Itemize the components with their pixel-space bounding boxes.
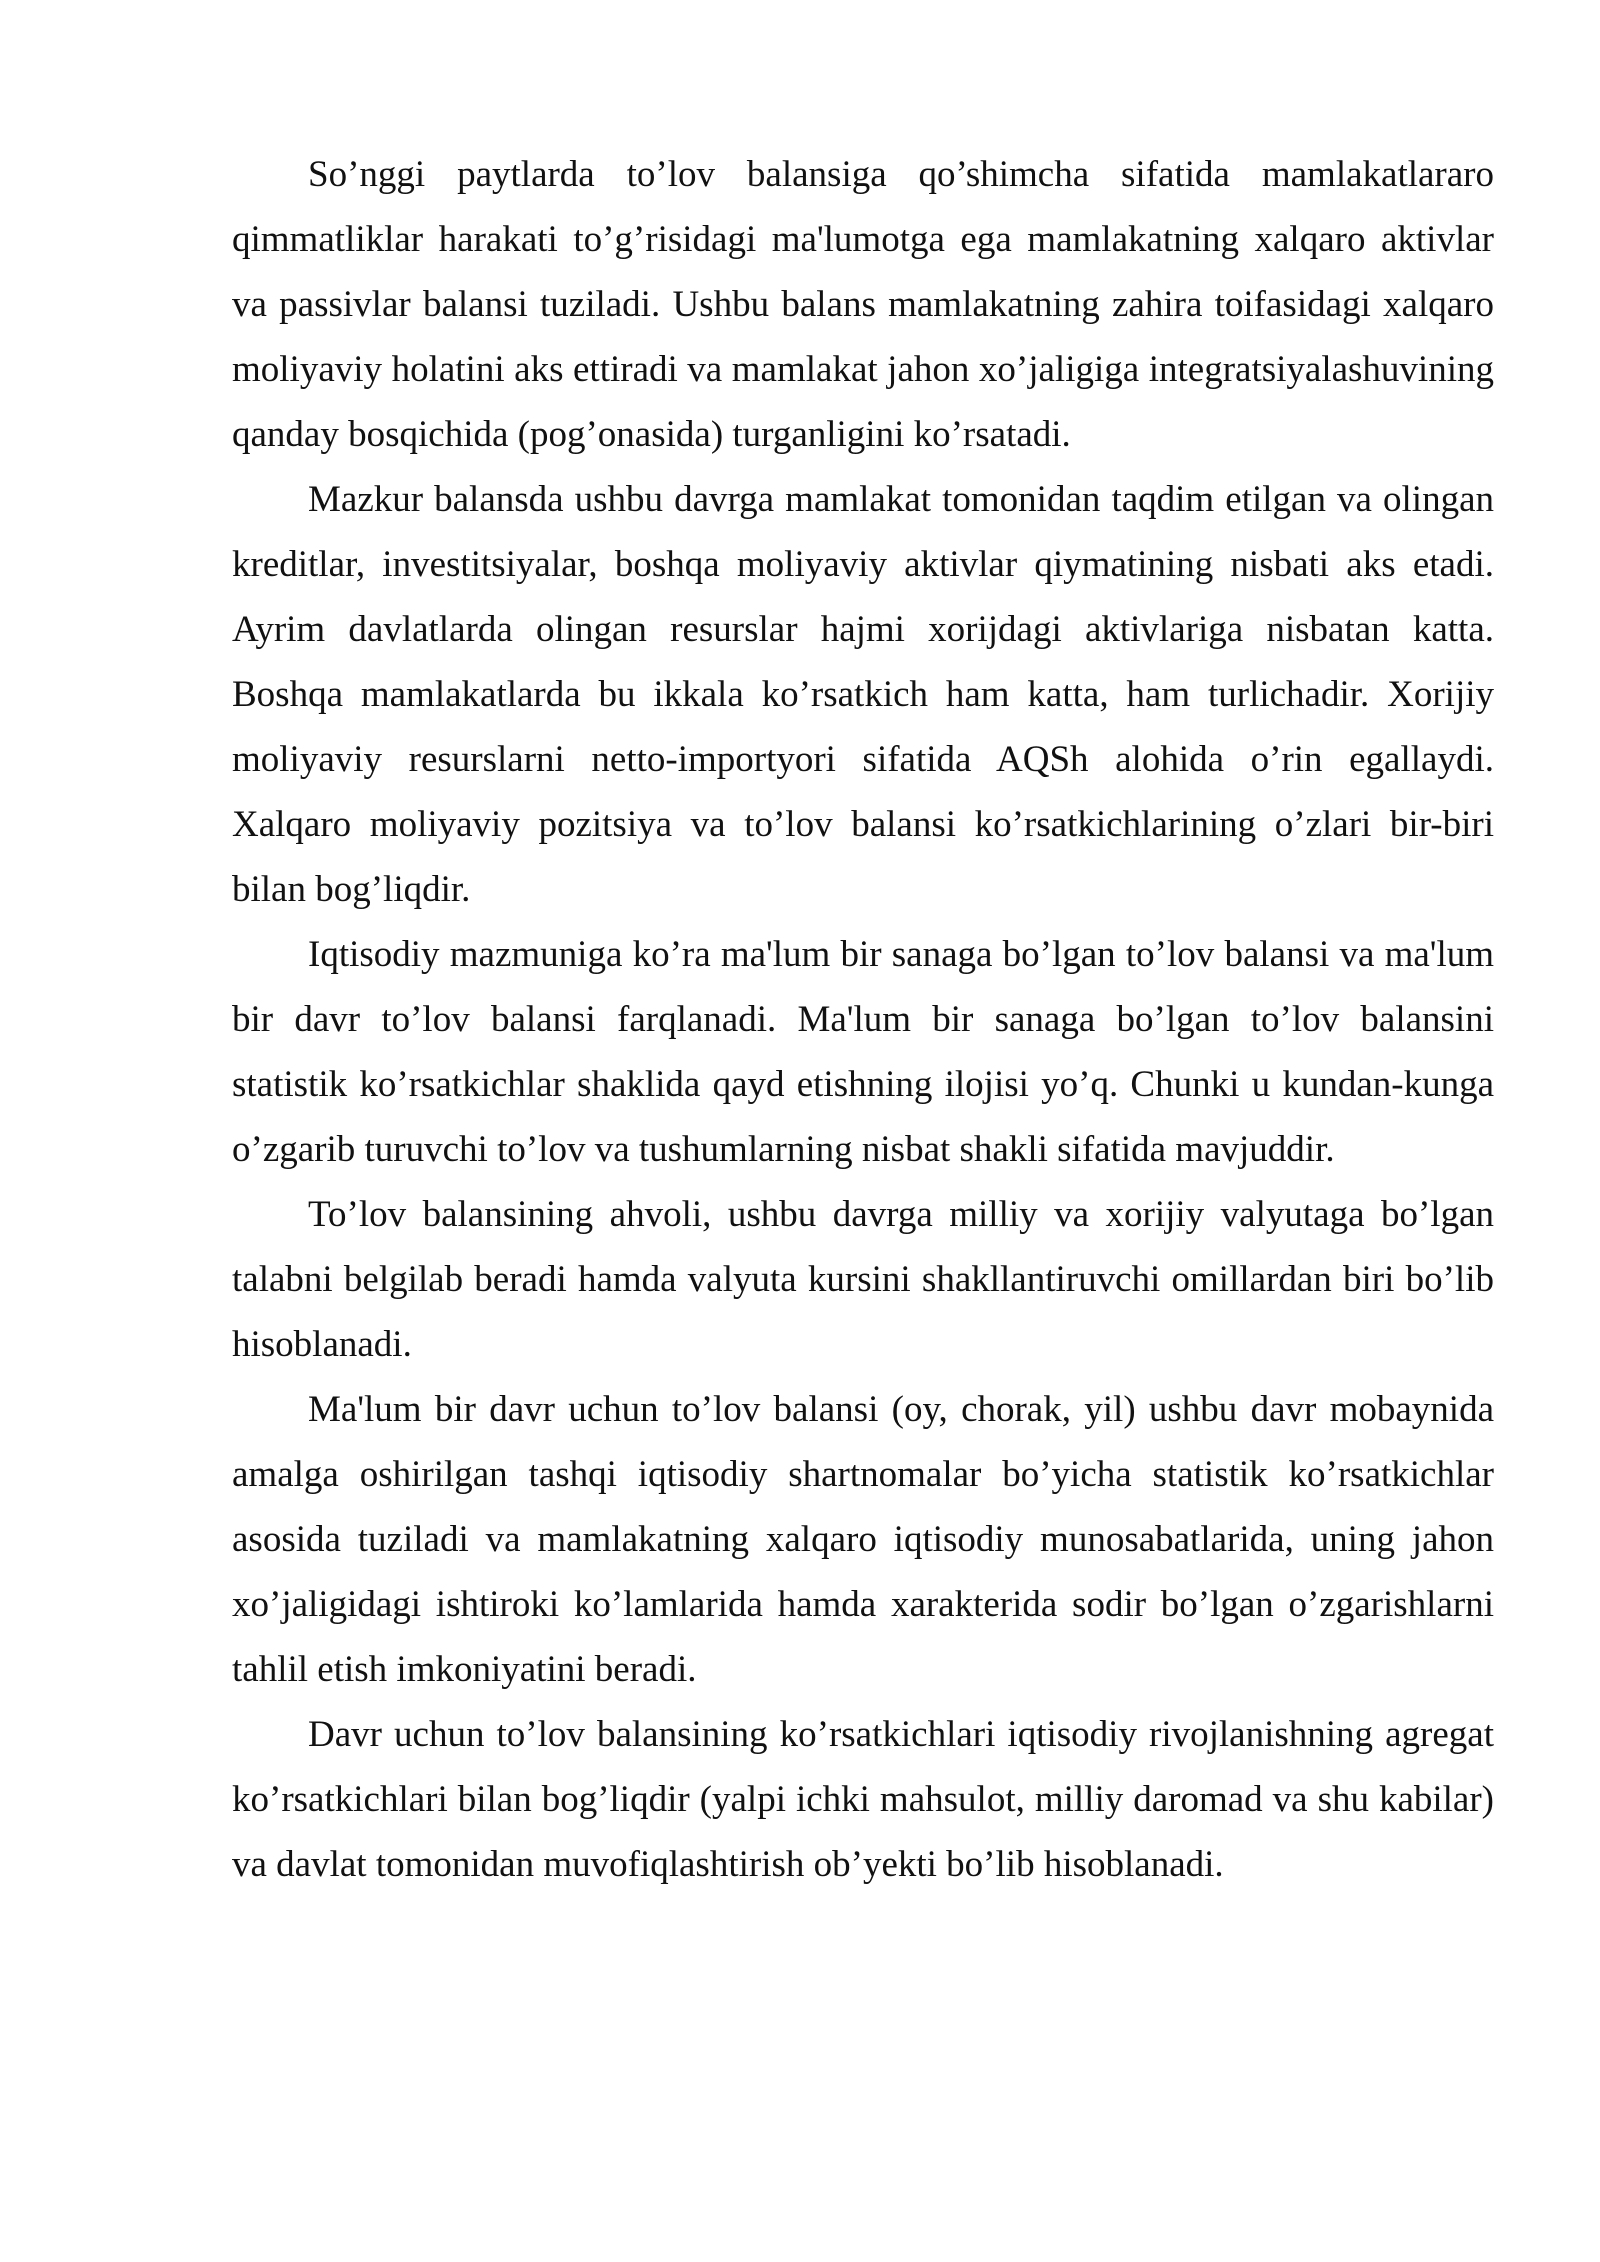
paragraph-1: So’nggi paytlarda to’lov balansiga qo’shimcha sifatida mamlakatlararo qimmatliklar harakati to’g’risidagi ma'lumotga ega mamlakatning xalqaro aktivlar va passivlar balansi tuziladi. Ushbu balans mamlakatning zahira toifasidagi xalqaro moliyaviy holatini aks ettiradi va mamlakat jahon xo’jaligiga integratsiyalashuvining qanday bosqichida (pog’onasida) turganligini ko’rsatadi. [232, 154, 1494, 455]
paragraph-2: Mazkur balansda ushbu davrga mamlakat tomonidan taqdim etilgan va olingan kreditlar, investitsiyalar, boshqa moliyaviy aktivlar qiymatining nisbati aks etadi. Ayrim davlatlarda olingan resurslar hajmi xorijdagi aktivlariga nisbatan katta. Boshqa mamlakatlarda bu ikkala ko’rsatkich ham katta, ham turlichadir. Xorijiy moliyaviy resurslarni netto-importyori sifatida AQSh alohida o’rin egallaydi. Xalqaro moliyaviy pozitsiya va to’lov balansi ko’rsatkichlarining o’zlari bir-biri bilan bog’liqdir. [232, 479, 1494, 910]
paragraph-3: Iqtisodiy mazmuniga ko’ra ma'lum bir sanaga bo’lgan to’lov balansi va ma'lum bir davr to’lov balansi farqlanadi. Ma'lum bir sanaga bo’lgan to’lov balansini statistik ko’rsatkichlar shaklida qayd etishning ilojisi yo’q. Chunki u kundan-kunga o’zgarib turuvchi to’lov va tushumlarning nisbat shakli sifatida mavjuddir. [232, 934, 1494, 1170]
paragraph-4: To’lov balansining ahvoli, ushbu davrga milliy va xorijiy valyutaga bo’lgan talabni belgilab beradi hamda valyuta kursini shakllantiruvchi omillardan biri bo’lib hisoblanadi. [232, 1194, 1494, 1365]
paragraph-6: Davr uchun to’lov balansining ko’rsatkichlari iqtisodiy rivojlanishning agregat ko’rsatkichlari bilan bog’liqdir (yalpi ichki mahsulot, milliy daromad va shu kabilar) va davlat tomonidan muvofiqlashtirish ob’yekti bo’lib hisoblanadi. [232, 1714, 1494, 1885]
document-page [232, 142, 1494, 1897]
paragraph-5: Ma'lum bir davr uchun to’lov balansi (oy, chorak, yil) ushbu davr mobaynida amalga oshirilgan tashqi iqtisodiy shartnomalar bo’yicha statistik ko’rsatkichlar asosida tuziladi va mamlakatning xalqaro iqtisodiy munosabatlarida, uning jahon xo’jaligidagi ishtiroki ko’lamlarida hamda xarakterida sodir bo’lgan o’zgarishlarni tahlil etish imkoniyatini beradi. [232, 1389, 1494, 1690]
